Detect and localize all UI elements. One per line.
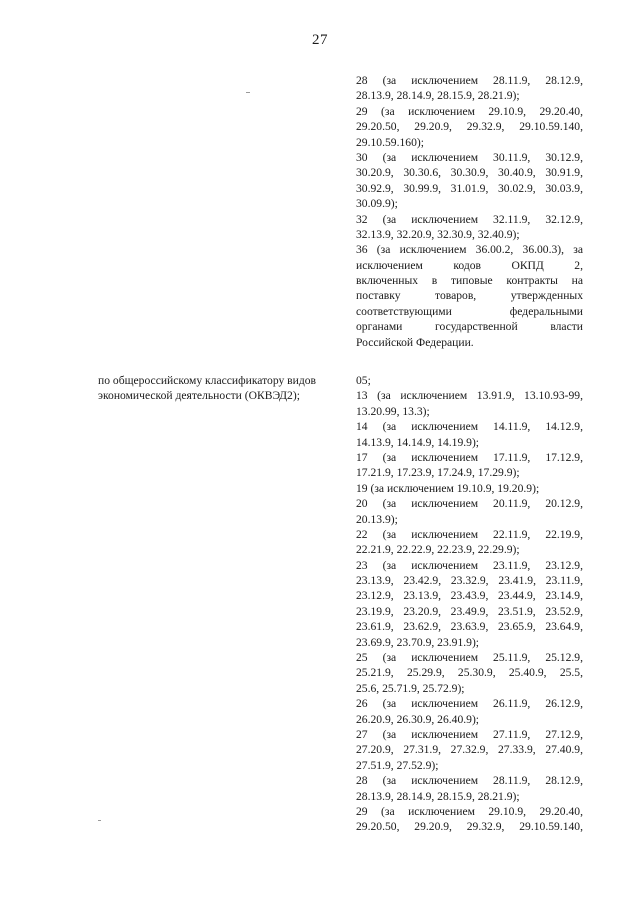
text-line: соответствующими федеральными: [356, 304, 583, 318]
text-line: поставку товаров, утвержденных: [356, 289, 583, 303]
text-line: 30 (за исключением 30.11.9, 30.12.9,: [356, 150, 583, 164]
page-number: 27: [312, 32, 328, 48]
text-line: 25.21.9, 25.29.9, 25.30.9, 25.40.9, 25.5,: [356, 666, 583, 680]
text-line: 20.13.9);: [356, 512, 398, 526]
text-line: 25.6, 25.71.9, 25.72.9);: [356, 681, 465, 695]
text-line: 27 (за исключением 27.11.9, 27.12.9,: [356, 727, 583, 741]
text-line: 28 (за исключением 28.11.9, 28.12.9,: [356, 74, 583, 87]
classifier-label: [98, 373, 356, 404]
text-line: органами государственной власти: [356, 320, 583, 334]
text-line: 19 (за исключением 19.10.9, 19.20.9);: [356, 481, 540, 495]
text-line: 20 (за исключением 20.11.9, 20.12.9,: [356, 497, 583, 511]
scan-speck: [246, 92, 250, 93]
scan-speck: [98, 820, 101, 821]
text-line: исключением кодов ОКПД 2,: [356, 258, 583, 272]
text-line: 36 (за исключением 36.00.2, 36.00.3), за: [356, 243, 583, 257]
text-line: 14.13.9, 14.14.9, 14.19.9);: [356, 435, 480, 449]
text-line: 28.13.9, 28.14.9, 28.15.9, 28.21.9);: [356, 789, 520, 803]
text-line: 29 (за исключением 29.10.9, 29.20.40,: [356, 104, 583, 118]
text-line: 22.21.9, 22.22.9, 22.23.9, 22.29.9);: [356, 543, 520, 557]
text-line: 26.20.9, 26.30.9, 26.40.9);: [356, 712, 480, 726]
text-line: 28.13.9, 28.14.9, 28.15.9, 28.21.9);: [356, 89, 520, 103]
text-line: 23.12.9, 23.13.9, 23.43.9, 23.44.9, 23.14.9,: [356, 589, 583, 603]
text-line: 23.13.9, 23.42.9, 23.32.9, 23.41.9, 23.11.9,: [356, 574, 583, 588]
text-line: 29.10.59.160);: [356, 135, 424, 149]
text-line: экономической деятельности (ОКВЭД2);: [98, 389, 300, 403]
text-line: 05;: [356, 374, 371, 387]
exceptions-list-okved2: [356, 373, 583, 835]
text-line: 29 (за исключением 29.10.9, 29.20.40,: [356, 804, 583, 818]
text-line: 27.51.9, 27.52.9);: [356, 758, 439, 772]
text-line: 23.69.9, 23.70.9, 23.91.9);: [356, 635, 480, 649]
text-line: 28 (за исключением 28.11.9, 28.12.9,: [356, 774, 583, 788]
text-line: 30.20.9, 30.30.6, 30.30.9, 30.40.9, 30.91.9,: [356, 166, 583, 180]
text-line: 17.21.9, 17.23.9, 17.24.9, 17.29.9);: [356, 466, 520, 480]
text-line: 23 (за исключением 23.11.9, 23.12.9,: [356, 558, 583, 572]
text-line: 32.13.9, 32.20.9, 32.30.9, 32.40.9);: [356, 227, 520, 241]
exceptions-list-top: [356, 73, 583, 350]
text-line: 26 (за исключением 26.11.9, 26.12.9,: [356, 697, 583, 711]
text-line: 32 (за исключением 32.11.9, 32.12.9,: [356, 212, 583, 226]
text-line: 30.92.9, 30.99.9, 31.01.9, 30.02.9, 30.03.9,: [356, 181, 583, 195]
text-line: 13.20.99, 13.3);: [356, 404, 430, 418]
text-line: 30.09.9);: [356, 197, 398, 211]
text-line: 22 (за исключением 22.11.9, 22.19.9,: [356, 527, 583, 541]
text-line: 23.19.9, 23.20.9, 23.49.9, 23.51.9, 23.52.9,: [356, 604, 583, 618]
text-line: Российской Федерации.: [356, 335, 474, 349]
text-line: включенных в типовые контракты на: [356, 274, 583, 288]
text-line: по общероссийскому классификатору видов: [98, 374, 317, 387]
text-line: 29.20.50, 29.20.9, 29.32.9, 29.10.59.140,: [356, 120, 583, 134]
text-line: 13 (за исключением 13.91.9, 13.10.93-99,: [356, 389, 583, 403]
text-line: 25 (за исключением 25.11.9, 25.12.9,: [356, 651, 583, 665]
text-line: 27.20.9, 27.31.9, 27.32.9, 27.33.9, 27.40.9,: [356, 743, 583, 757]
text-line: 23.61.9, 23.62.9, 23.63.9, 23.65.9, 23.64.9,: [356, 620, 583, 634]
text-line: 29.20.50, 29.20.9, 29.32.9, 29.10.59.140,: [356, 820, 583, 834]
text-line: 14 (за исключением 14.11.9, 14.12.9,: [356, 420, 583, 434]
text-line: 17 (за исключением 17.11.9, 17.12.9,: [356, 450, 583, 464]
